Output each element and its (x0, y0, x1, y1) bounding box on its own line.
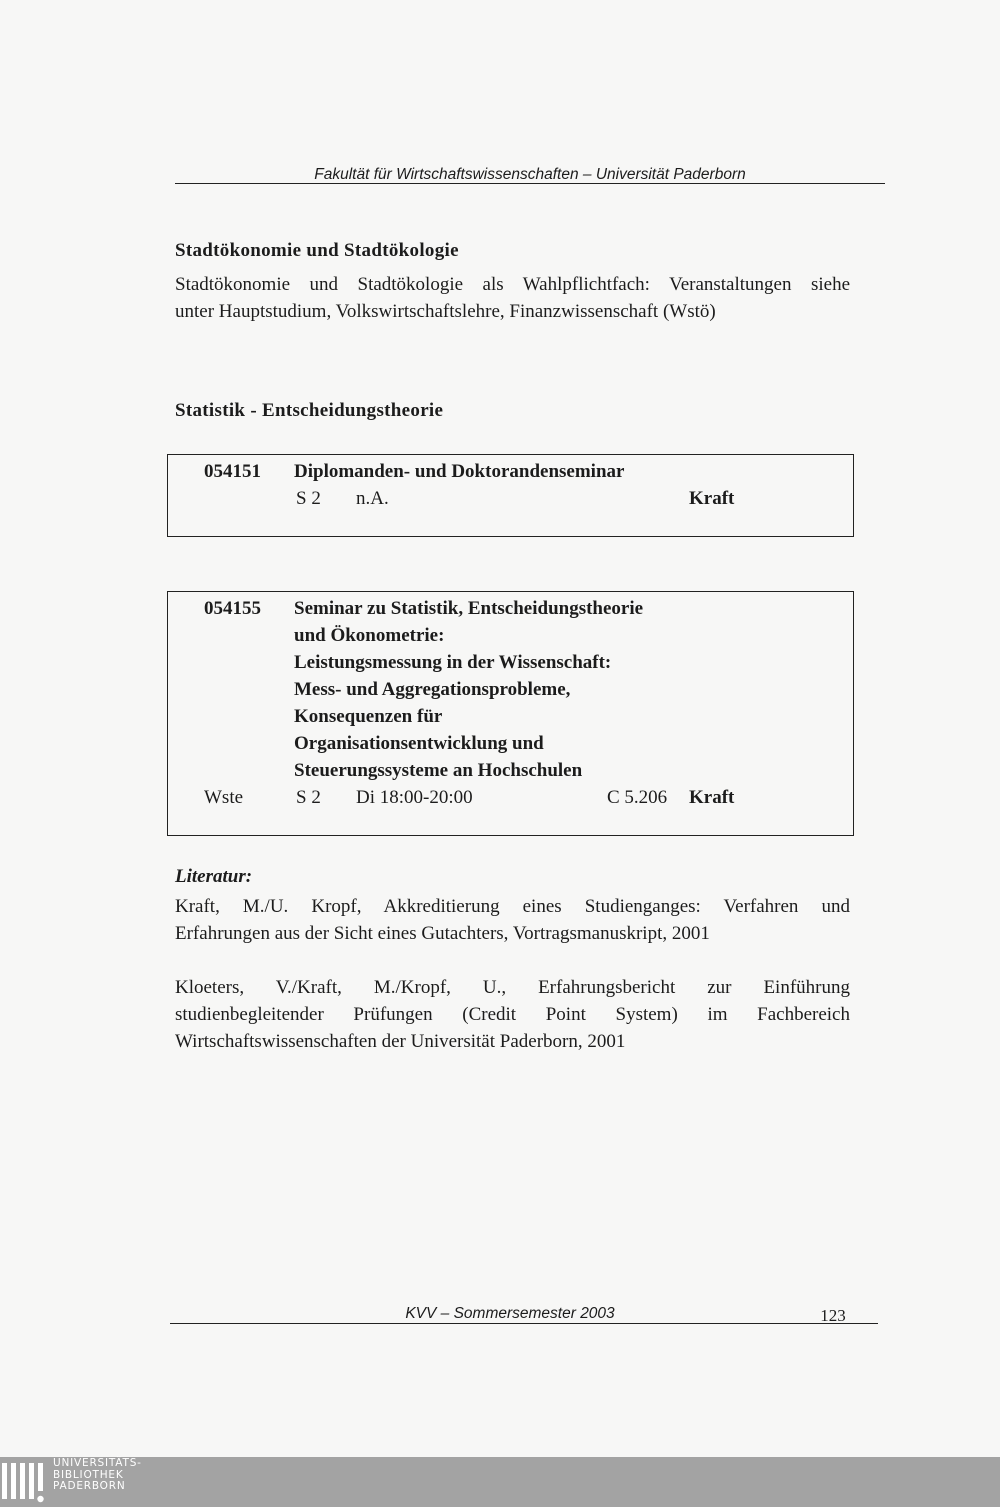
course-time: n.A. (356, 488, 389, 509)
literature-line: Erfahrungen aus der Sicht eines Gutachters, Vortragsmanuskript, 2001 (175, 923, 710, 944)
course-title: Diplomanden- und Doktorandenseminar (294, 461, 625, 482)
course-number: 054155 (204, 598, 261, 619)
paragraph-line: Stadtökonomie und Stadtökologie als Wahlpflichtfach: Veranstaltungen siehe (175, 274, 850, 295)
course-type: S 2 (296, 488, 321, 509)
course-title-line: Leistungsmessung in der Wissenschaft: (294, 652, 612, 673)
course-title-line: Seminar zu Statistik, Entscheidungstheorie (294, 598, 644, 619)
course-lecturer: Kraft (689, 488, 735, 509)
library-name-line: PADERBORN (53, 1480, 126, 1492)
course-title-line: Organisationsentwicklung und (294, 733, 544, 754)
header-rule (175, 183, 885, 184)
section-heading-stadtoekonomie: Stadtökonomie und Stadtökologie (175, 240, 459, 261)
literature-line: Kraft, M./U. Kropf, Akkreditierung eines Studienganges: Verfahren und (175, 896, 850, 917)
literature-entry-2 (175, 974, 850, 1055)
paragraph-line: unter Hauptstudium, Volkswirtschaftslehre, Finanzwissenschaft (Wstö) (175, 301, 716, 322)
library-name-line: UNIVERSITÄTS- (53, 1457, 142, 1469)
stadtoekonomie-paragraph (175, 271, 850, 325)
course-title-line: Konsequenzen für (294, 706, 443, 727)
course-lecturer: Kraft (689, 787, 735, 808)
running-header: Fakultät für Wirtschaftswissenschaften – Universität Paderborn (314, 166, 746, 183)
course-title-line: Mess- und Aggregationsprobleme, (294, 679, 571, 700)
page-number: 123 (820, 1306, 846, 1325)
literature-line: studienbegleitender Prüfungen (Credit Point System) im Fachbereich (175, 1004, 850, 1025)
course-box-054151 (167, 454, 854, 537)
library-name-line: BIBLIOTHEK (53, 1468, 124, 1481)
literature-line: Wirtschaftswissenschaften der Universität Paderborn, 2001 (175, 1031, 626, 1052)
course-title-line: Steuerungssysteme an Hochschulen (294, 760, 583, 781)
course-box-054155 (167, 591, 854, 836)
course-track: Wste (204, 787, 244, 808)
footer-rule (170, 1323, 878, 1324)
literature-line: Kloeters, V./Kraft, M./Kropf, U., Erfahrungsbericht zur Einführung (175, 977, 850, 998)
course-room: C 5.206 (607, 787, 668, 808)
course-time: Di 18:00-20:00 (356, 787, 473, 808)
library-name (53, 1458, 142, 1493)
running-footer: KVV – Sommersemester 2003 (405, 1305, 615, 1322)
literature-entry-1 (175, 893, 850, 947)
library-bar (0, 1457, 1000, 1507)
course-title-line: und Ökonometrie: (294, 625, 445, 646)
library-logo-icon (0, 1461, 45, 1505)
literature-heading: Literatur: (175, 866, 253, 887)
course-type: S 2 (296, 787, 321, 808)
course-number: 054151 (204, 461, 261, 482)
section-heading-statistik: Statistik - Entscheidungstheorie (175, 400, 444, 421)
